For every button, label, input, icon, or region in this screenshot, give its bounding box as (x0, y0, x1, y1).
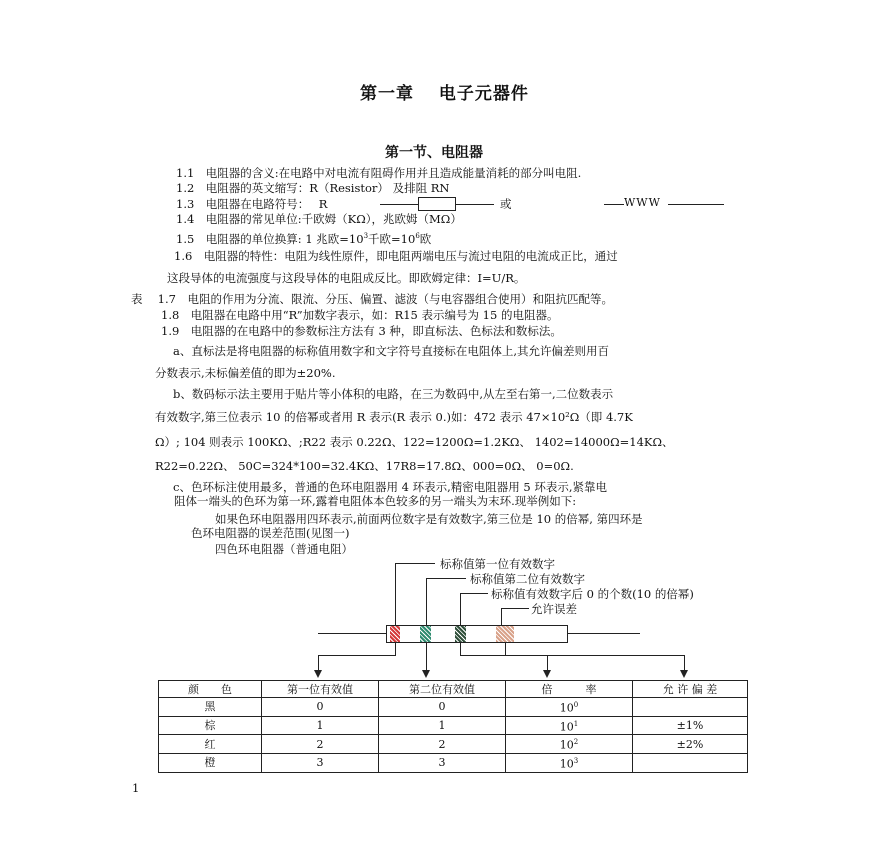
header-color: 颜 色 (159, 681, 262, 698)
mult-base: 10 (559, 738, 574, 752)
line-1-1: 1.1 电阻器的含义:在电路中对电流有阻碍作用并且造成能量消耗的部分叫电阻. (176, 166, 582, 180)
resistor-lead-left (318, 633, 386, 634)
line-1-5-part1: 1.5 电阻器的单位换算: 1 兆欧=10 (176, 231, 364, 246)
header-first-digit: 第一位有效值 (262, 681, 379, 698)
mult-base: 10 (559, 757, 574, 771)
line-1-7: 表 1.7 电阻的作用为分流、限流、分压、偏置、滤波（与电容器组合使用）和阻抗匹配等。 (131, 292, 613, 306)
color-band-3 (455, 626, 466, 642)
mult-exponent: 0 (573, 701, 579, 709)
line-1-9: 1.9 电阻器的在电路中的参数标注方法有 3 种，即直标法、色标法和数标法。 (161, 324, 562, 338)
arrow4-horizontal (505, 655, 685, 656)
cell-second-digit: 1 (379, 716, 506, 735)
table-row (159, 716, 748, 735)
mult-exponent: 2 (573, 738, 579, 747)
leader-band3-vertical (460, 593, 461, 625)
para-c-line4: 色环电阻器的误差范围(见图一) (191, 526, 350, 540)
label-first-digit: 标称值第一位有效数字 (440, 557, 555, 571)
cell-multiplier (506, 716, 633, 735)
para-b-line2: 有效数字,第三位表示 10 的倍幂或者用 R 表示(R 表示 0.)如：472 表示 47×10²Ω（即 4.7K (155, 410, 633, 424)
arrow4-head (680, 670, 688, 678)
label-multiplier: 标称值有效数字后 0 的个数(10 的倍幂) (491, 587, 694, 601)
line-1-4: 1.4 电阻器的常见单位:千欧姆（KΩ），兆欧姆（MΩ） (176, 212, 462, 226)
para-b-line1: b、数码标示法主要用于贴片等小体积的电路，在三为数码中,从左至右第一,二位数表示 (173, 387, 614, 401)
leader-band1-vertical (395, 563, 396, 625)
line-1-3-or: 或 (500, 197, 512, 211)
leader-band1-horizontal (395, 563, 435, 564)
leader-band4-horizontal (501, 608, 529, 609)
line-1-5-exp1: 3 (363, 232, 369, 240)
cell-first-digit: 1 (262, 716, 379, 735)
cell-tolerance (633, 753, 748, 772)
cell-color: 红 (159, 735, 262, 754)
mult-base: 10 (559, 701, 574, 715)
zigzag-lead-left (604, 204, 624, 205)
cell-multiplier (506, 698, 633, 717)
arrow3-stem (547, 655, 548, 671)
cell-tolerance: ±1% (633, 716, 748, 735)
arrow1-stem-top (395, 643, 396, 655)
arrow3-head (543, 670, 551, 678)
resistor-lead-right (568, 633, 640, 634)
table-row (159, 753, 748, 772)
header-multiplier: 倍 率 (506, 681, 633, 698)
para-c-line2: 阻体一端头的色环为第一环,露着电阻体本色较多的另一端头为末环.现举例如下: (174, 494, 577, 508)
header-second-digit: 第二位有效值 (379, 681, 506, 698)
label-tolerance: 允许误差 (531, 602, 577, 616)
cell-tolerance (633, 698, 748, 717)
arrow2-head (422, 670, 430, 678)
cell-second-digit: 3 (379, 753, 506, 772)
line-1-8: 1.8 电阻器在电路中用“R”加数字表示，如：R15 表示编号为 15 的电阻器。 (161, 308, 559, 322)
resistor-symbol-lead-right (456, 204, 494, 205)
para-b-line4: R22=0.22Ω、 50C=324*100=32.4KΩ、17R8=17.8Ω、000=0Ω、 0=0Ω. (155, 459, 574, 473)
resistor-symbol-lead-left (380, 204, 418, 205)
cell-second-digit: 0 (379, 698, 506, 717)
cell-tolerance: ±2% (633, 735, 748, 754)
line-1-5 (176, 229, 431, 246)
arrow4-stem-top (505, 643, 506, 655)
table-row (159, 698, 748, 717)
para-c-line1: c、色环标注使用最多，普通的色环电阻器用 4 环表示,精密电阻器用 5 环表示,紧靠电 (173, 480, 608, 494)
cell-second-digit: 2 (379, 735, 506, 754)
cell-first-digit: 2 (262, 735, 379, 754)
arrow1-head (314, 670, 322, 678)
para-b-line3: Ω）; 104 则表示 100KΩ、;R22 表示 0.22Ω、122=1200Ω=1.2KΩ、 1402=14000Ω=14KΩ、 (155, 435, 674, 449)
line-1-5-part2: 千欧=10 (368, 231, 416, 246)
cell-color: 棕 (159, 716, 262, 735)
chapter-title: 第一章 电子元器件 (360, 84, 529, 104)
arrow1-stem (318, 655, 319, 671)
color-code-table (158, 680, 748, 773)
leader-band2-horizontal (426, 578, 466, 579)
cell-first-digit: 3 (262, 753, 379, 772)
label-second-digit: 标称值第二位有效数字 (470, 572, 585, 586)
color-band-1 (390, 626, 400, 642)
header-tolerance: 允 许 偏 差 (633, 681, 748, 698)
para-a-line2: 分数表示,未标偏差值的即为±20%. (155, 366, 336, 380)
table-header-row (159, 681, 748, 698)
arrow4-stem (684, 655, 685, 671)
leader-band2-vertical (426, 578, 427, 625)
mult-base: 10 (559, 720, 574, 734)
para-a-line1: a、直标法是将电阻器的标称值用数字和文字符号直接标在电阻体上,其允许偏差则用百 (173, 344, 610, 358)
color-band-2 (420, 626, 431, 642)
mult-exponent: 3 (573, 756, 579, 765)
para-c-line3: 如果色环电阻器用四环表示,前面两位数字是有效数字,第三位是 10 的倍幂, 第四环是 (215, 512, 643, 526)
cell-first-digit: 0 (262, 698, 379, 717)
cell-multiplier (506, 753, 633, 772)
arrow2-stem (426, 643, 427, 671)
line-1-3: 1.3 电阻器在电路符号： R (176, 197, 328, 211)
line-1-6: 1.6 电阻器的特性：电阻为线性原件，即电阻两端电压与流过电阻的电流成正比，通过 (174, 249, 618, 263)
four-band-caption: 四色环电阻器（普通电阻） (215, 542, 353, 556)
line-1-6-cont: 这段导体的电流强度与这段导体的电阻成反比。即欧姆定律：I=U/R。 (167, 271, 526, 285)
line-1-5-exp2: 6 (415, 232, 420, 240)
line-1-5-part3: 欧 (419, 231, 432, 246)
cell-color: 黑 (159, 698, 262, 717)
cell-multiplier (506, 735, 633, 754)
zigzag-resistor-symbol: WWW (624, 196, 661, 209)
arrow1-horizontal (318, 655, 396, 656)
mult-exponent: 1 (573, 719, 579, 728)
zigzag-lead-right (668, 204, 724, 205)
table-row (159, 735, 748, 754)
leader-band4-vertical (501, 608, 502, 625)
page-number: 1 (132, 781, 140, 795)
resistor-symbol-box (418, 197, 456, 211)
resistor-body (386, 625, 568, 643)
leader-band3-horizontal (460, 593, 488, 594)
cell-color: 橙 (159, 753, 262, 772)
line-1-2: 1.2 电阻器的英文缩写：R（Resistor） 及排阻 RN (176, 181, 450, 195)
section-title: 第一节、电阻器 (385, 145, 483, 161)
arrow3-stem-top (460, 643, 461, 655)
color-band-4 (496, 626, 514, 642)
